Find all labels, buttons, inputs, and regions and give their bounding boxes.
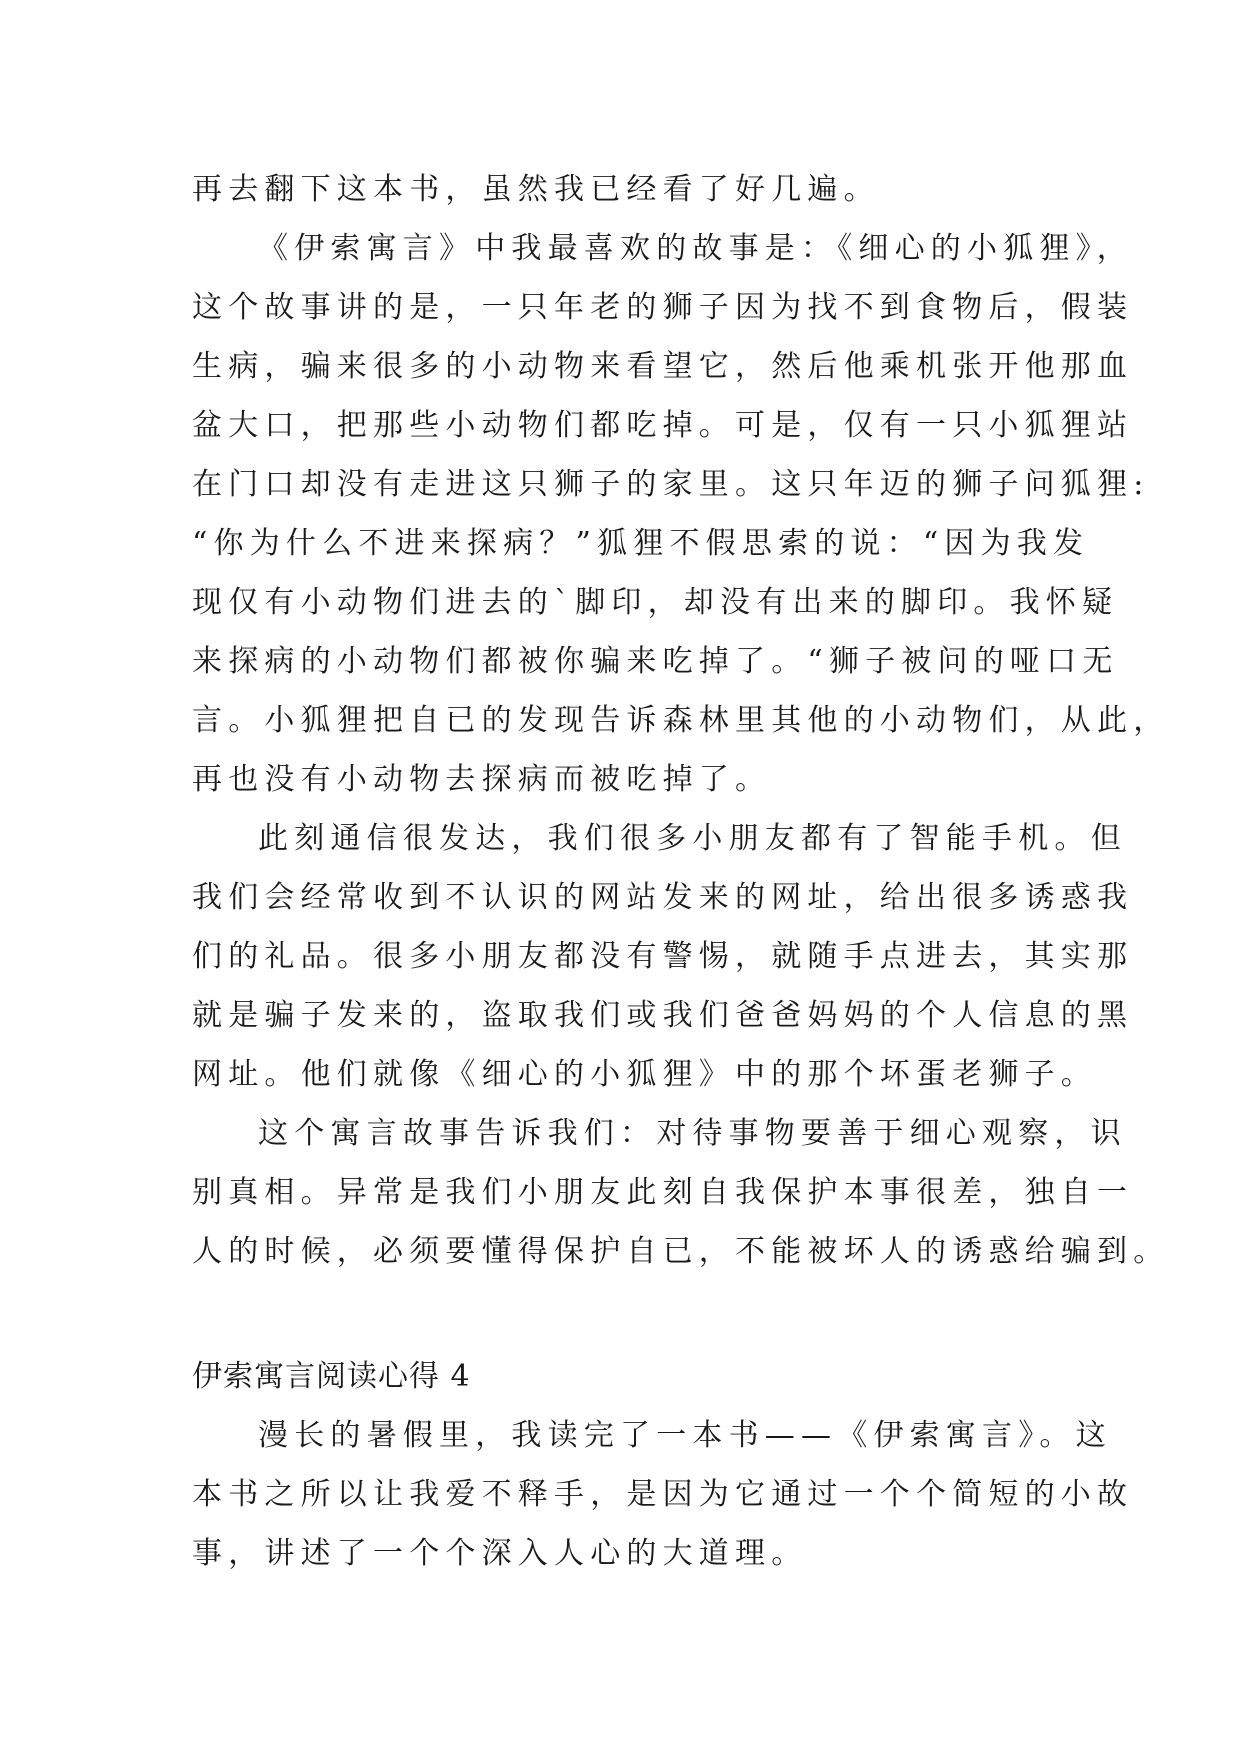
paragraph-start-line: 漫长的暑假里，我读完了一本书——《伊索寓言》。这 (258, 1418, 1112, 1453)
paragraph-start-line: 《伊索寓言》中我最喜欢的故事是：《细心的小狐狸》， (258, 231, 1133, 266)
text-line: 人的时候，必须要懂得保护自已，不能被坏人的诱惑给骗到。 (192, 1234, 1170, 1269)
text-line: 这个故事讲的是，一只年老的狮子因为找不到食物后，假装 (192, 290, 1134, 325)
text-line: 事，讲述了一个个深入人心的大道理。 (192, 1536, 808, 1571)
text-line: 再去翻下这本书，虽然我已经看了好几遍。 (192, 172, 880, 207)
text-line: “你为什么不进来探病？”狐狸不假思索的说：“因为我发 (192, 526, 1090, 561)
text-line: 再也没有小动物去探病而被吃掉了。 (192, 762, 772, 797)
text-line: 我们会经常收到不认识的网站发来的网址，给出很多诱惑我 (192, 880, 1134, 915)
text-line: 言。小狐狸把自已的发现告诉森林里其他的小动物们，从此， (192, 703, 1170, 738)
text-line: 网址。他们就像《细心的小狐狸》中的那个坏蛋老狮子。 (192, 1057, 1097, 1092)
text-line: 们的礼品。很多小朋友都没有警惕，就随手点进去，其实那 (192, 939, 1134, 974)
paragraph-start-line: 这个寓言故事告诉我们：对待事物要善于细心观察，识 (258, 1116, 1127, 1151)
text-line: 就是骗子发来的，盗取我们或我们爸爸妈妈的个人信息的黑 (192, 998, 1134, 1033)
text-line: 别真相。异常是我们小朋友此刻自我保护本事很差，独自一 (192, 1175, 1134, 1210)
paragraph-start-line: 此刻通信很发达，我们很多小朋友都有了智能手机。但 (258, 821, 1127, 856)
text-line: 现仅有小动物们进去的`脚印，却没有出来的脚印。我怀疑 (192, 585, 1119, 620)
text-line: 来探病的小动物们都被你骗来吃掉了。“狮子被问的哑口无 (192, 644, 1119, 679)
text-line: 盆大口，把那些小动物们都吃掉。可是，仅有一只小狐狸站 (192, 408, 1134, 443)
text-line: 本书之所以让我爱不释手，是因为它通过一个个简短的小故 (192, 1477, 1134, 1512)
section-gap (192, 1281, 1052, 1347)
section-heading: 伊索寓言阅读心得 4 (192, 1359, 471, 1394)
document-body (192, 160, 1170, 1583)
text-line: 生病，骗来很多的小动物来看望它，然后他乘机张开他那血 (192, 349, 1134, 384)
text-line: 在门口却没有走进这只狮子的家里。这只年迈的狮子问狐狸: (192, 467, 1150, 502)
